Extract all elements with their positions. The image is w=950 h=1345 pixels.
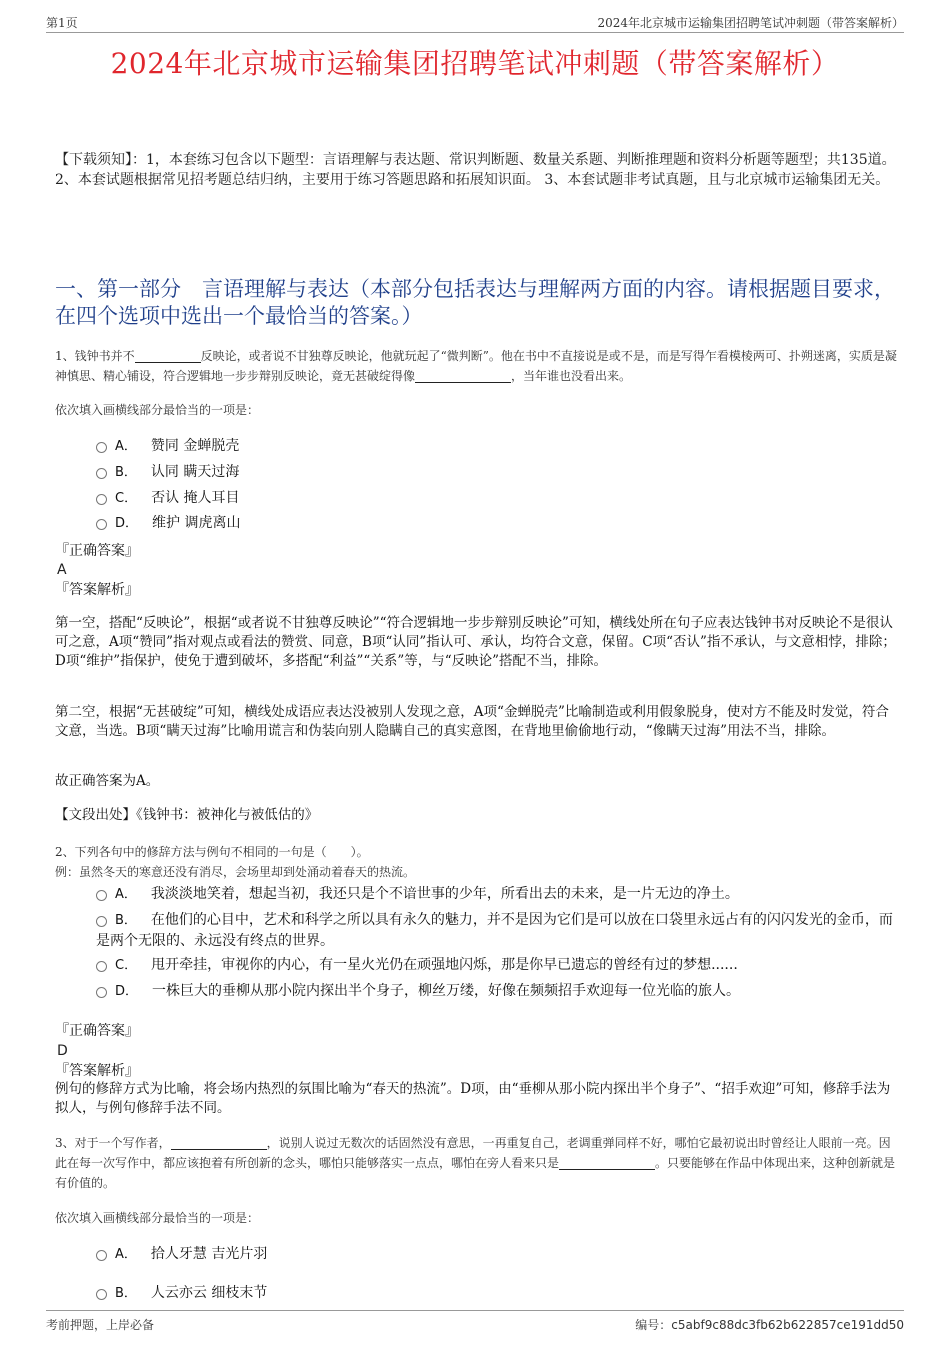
q1-option-a[interactable]: A． 赞同 金蝉脱壳: [96, 436, 896, 457]
question-3-prompt: 依次填入画横线部分最恰当的一项是：: [55, 1211, 260, 1225]
q2-analysis-label: 『答案解析』: [55, 1063, 139, 1079]
q2-analysis: 例句的修辞方式为比喻，将会场内热烈的氛围比喻为“春天的热流”。D项，由“垂柳从那小院内探出半个身子”、“招手欢迎”可知，修辞手法为拟人，与例句修辞手法不同。: [55, 1081, 891, 1116]
radio-icon[interactable]: [96, 519, 107, 530]
q3-option-a[interactable]: A． 拾人牙慧 吉光片羽: [96, 1244, 896, 1265]
radio-icon[interactable]: [96, 442, 107, 453]
question-1-prompt: 依次填入画横线部分最恰当的一项是：: [55, 403, 260, 417]
radio-icon[interactable]: [96, 916, 107, 927]
q1-analysis-2: 第二空，根据“无甚破绽”可知，横线处成语应表达没被别人发现之意，A项“金蝉脱壳”比喻制造或利用假象脱身，使对方不能及时发觉，符合文意，当选。B项“瞒天过海”比喻用谎言和伪装向别人隐瞒自己的真实意图，在背地里偷偷地行动，“像瞒天过海”用法不当，排除。: [55, 704, 889, 739]
fill-blank: [415, 370, 511, 383]
q1-option-d[interactable]: D． 维护 调虎离山: [96, 513, 896, 534]
q1-analysis-label: 『答案解析』: [55, 582, 139, 598]
question-2-example: 例：虽然冬天的寒意还没有消尽，会场里却到处涌动着春天的热流。: [55, 865, 416, 879]
q2-answer-label: 『正确答案』: [55, 1023, 139, 1039]
radio-icon[interactable]: [96, 890, 107, 901]
q1-conclusion: 故正确答案为A。: [55, 773, 160, 789]
radio-icon[interactable]: [96, 468, 107, 479]
fill-blank: [135, 350, 201, 363]
fill-blank: [559, 1157, 655, 1170]
q2-option-b[interactable]: B． 在他们的心目中，艺术和科学之所以具有永久的魅力，并不是因为它们是可以放在口袋里永远占有的闪闪发光的金币，而是两个无限的、永远没有终点的世界。: [96, 912, 893, 949]
question-2-stem: 2、下列各句中的修辞方法与例句不相同的一句是（ ）。: [55, 845, 369, 859]
q2-answer: D: [57, 1043, 68, 1059]
radio-icon[interactable]: [96, 987, 107, 998]
q3-option-b[interactable]: B． 人云亦云 细枝末节: [96, 1283, 896, 1304]
fill-blank: [171, 1137, 267, 1150]
footer-code: 编号：c5abf9c88dc3fb62b622857ce191dd50: [635, 1318, 904, 1332]
page-footer: [46, 1310, 904, 1335]
q1-option-b[interactable]: B． 认同 瞒天过海: [96, 462, 896, 483]
radio-icon[interactable]: [96, 494, 107, 505]
question-3-stem: 3、对于一个写作者， ，说别人说过无数次的话固然没有意思，一再重复自己，老调重弹同样不好，哪怕它最初说出时曾经让人眼前一亮。因此在每一次写作中，都应该抱着有所创新的念头，哪怕只能够落实一点点，哪怕在旁人看来只是 。只要能够在作品中体现出来，这种创新就是有价值的。: [55, 1136, 896, 1190]
page-number: 第1页: [46, 16, 78, 30]
q1-answer-label: 『正确答案』: [55, 543, 139, 559]
section-heading: 一、第一部分 言语理解与表达（本部分包括表达与理解两方面的内容。请根据题目要求，在四个选项中选出一个最恰当的答案。）: [55, 277, 895, 328]
download-notice: 【下载须知】：1，本套练习包含以下题型：言语理解与表达题、常识判断题、数量关系题、判断推理题和资料分析题等题型；共135道。 2、本套试题根据常见招考题总结归纳，主要用于练习答题思路和拓展知识面。 3、本套试题非考试真题，且与北京城市运输集团无关。: [55, 152, 896, 188]
radio-icon[interactable]: [96, 1250, 107, 1261]
q2-option-c[interactable]: C． 甩开牵挂，审视你的内心，有一星火光仍在顽强地闪烁，那是你早已遗忘的曾经有过的梦想......: [96, 955, 896, 976]
q1-answer: A: [57, 562, 67, 578]
q2-option-d[interactable]: D． 一株巨大的垂柳从那小院内探出半个身子，柳丝万缕，好像在频频招手欢迎每一位光临的旅人。: [96, 981, 896, 1002]
q1-analysis-1: 第一空，搭配“反映论”，根据“或者说不甘独尊反映论”“符合逻辑地一步步辩别反映论”可知，横线处所在句子应表达钱钟书对反映论不是很认可之意，A项“赞同”指对观点或看法的赞赏、同意，B项“认同”指认可、承认，均符合文意，保留。C项“否认”指不承认，与文意相悖，排除；D项“维护”指保护，使免于遭到破坏，多搭配“利益”“关系”等，与“反映论”搭配不当，排除。: [55, 615, 896, 669]
page-header: [46, 12, 904, 33]
q1-option-c[interactable]: C． 否认 掩人耳目: [96, 488, 896, 509]
page-title: 2024年北京城市运输集团招聘笔试冲刺题（带答案解析）: [110, 47, 840, 80]
question-1-stem: 1、钱钟书并不 反映论，或者说不甘独尊反映论，他就玩起了“微判断”。他在书中不直接说是或不是，而是写得乍看模棱两可、扑朔迷离，实质是凝神慎思、精心铺设，符合逻辑地一步步辩别反映论，竟无甚破绽得像 ，当年谁也没看出来。: [55, 349, 897, 383]
radio-icon[interactable]: [96, 1289, 107, 1300]
q1-source: 【文段出处】《钱钟书：被神化与被低估的》: [55, 807, 319, 823]
q2-option-a[interactable]: A． 我淡淡地笑着，想起当初，我还只是个不谙世事的少年，所看出去的未来，是一片无边的净土。: [96, 884, 896, 905]
footer-slogan: 考前押题，上岸必备: [46, 1318, 155, 1332]
header-doc-title: 2024年北京城市运输集团招聘笔试冲刺题（带答案解析）: [597, 16, 904, 30]
radio-icon[interactable]: [96, 961, 107, 972]
